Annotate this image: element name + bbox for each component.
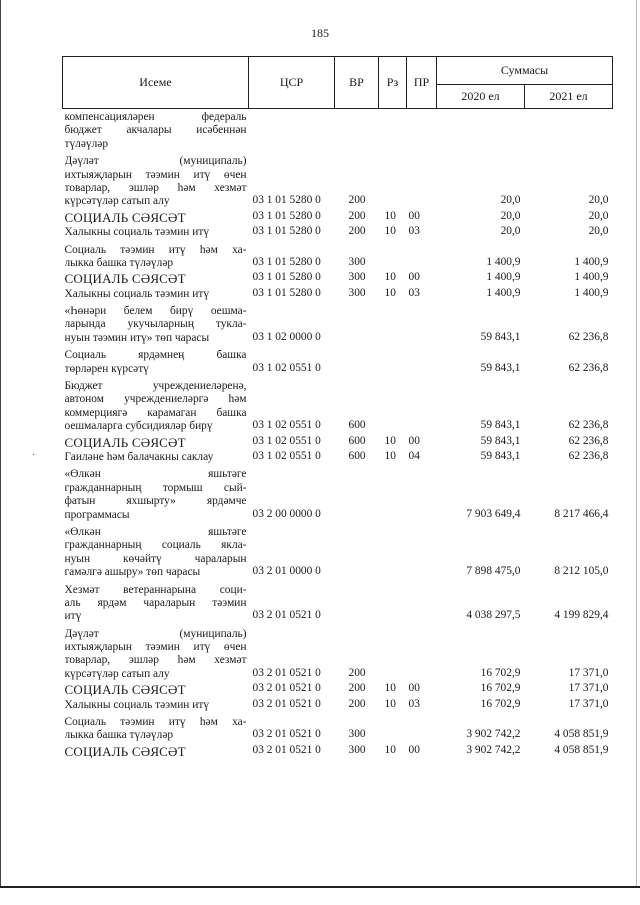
row-name-line: Социаль тәэмин итү һәм ха- [64, 716, 247, 729]
row-rz: 10 [384, 271, 396, 284]
row-sum-2020: 7 898 475,0 [466, 565, 521, 578]
row-vr: 600 [348, 449, 366, 462]
row-vr: 200 [348, 666, 366, 679]
row-rz [379, 376, 407, 434]
row-name [63, 624, 249, 682]
row-sum-2021: 4 058 851,9 [554, 728, 609, 741]
budget-table-container [62, 56, 612, 758]
row-name [63, 681, 249, 696]
row-sum-2021: 17 371,0 [568, 697, 609, 710]
row-name-line: Халыкны социаль тәэмин итү [64, 226, 210, 239]
row-csr: 03 2 01 0000 0 [252, 565, 321, 578]
row-name-line: Дәүләт (муниципаль) [64, 627, 247, 640]
row-name-line: аль ярдәм чараларын тәэмин [64, 596, 247, 609]
row-pr [407, 376, 437, 434]
row-sum-2020: 16 702,9 [480, 666, 521, 679]
row-sum-2021: 17 371,0 [568, 682, 609, 695]
row-name [63, 697, 249, 712]
table-row [63, 345, 613, 376]
row-name-line: «Өлкән яшьтәге [64, 468, 247, 481]
row-name-line: Гаиләне һәм балачакны саклау [64, 450, 214, 463]
row-sum-2020: 59 843,1 [480, 449, 521, 462]
row-rz: 10 [384, 209, 396, 222]
row-name-line: Халыкны социаль тәэмин итү [64, 287, 210, 300]
row-rz [379, 522, 407, 580]
row-vr [335, 345, 379, 376]
row-sum-2020: 1 400,9 [486, 255, 521, 268]
row-pr: 00 [408, 209, 420, 222]
row-pr [407, 522, 437, 580]
row-name [63, 270, 249, 285]
table-row [63, 580, 613, 624]
row-pr: 00 [408, 682, 420, 695]
row-rz [379, 624, 407, 682]
table-row [63, 712, 613, 743]
row-name [63, 109, 249, 152]
page-number: 185 [311, 26, 329, 40]
row-name-line: СОЦИАЛЬ СӘЯСӘТ [64, 683, 186, 697]
row-vr: 200 [348, 225, 366, 238]
row-pr [407, 580, 437, 624]
row-name-line: итү [64, 610, 82, 623]
row-csr: 03 1 02 0551 0 [252, 434, 321, 447]
row-sum-2020: 20,0 [500, 194, 521, 207]
row-name-line: СОЦИАЛЬ СӘЯСӘТ [64, 435, 186, 449]
row-csr: 03 1 02 0551 0 [252, 361, 321, 374]
row-name-line: ихтыяҗларын тәэмин итү өчен [64, 641, 247, 654]
row-csr: 03 1 01 5280 0 [252, 209, 321, 222]
row-csr: 03 2 01 0521 0 [252, 682, 321, 695]
row-name [63, 522, 249, 580]
table-row [63, 624, 613, 682]
row-csr: 03 2 01 0521 0 [252, 728, 321, 741]
row-rz: 10 [384, 286, 396, 299]
row-pr [407, 464, 437, 522]
row-csr: 03 1 01 5280 0 [252, 225, 321, 238]
row-sum-2020: 3 902 742,2 [466, 743, 521, 756]
row-name-line: гражданнарның тормыш сый- [64, 481, 247, 494]
row-sum-2020: 59 843,1 [480, 434, 521, 447]
row-name-line: Бюджет учреждениеләренә, [64, 380, 247, 393]
page-right-edge [636, 0, 637, 886]
row-pr [407, 240, 437, 271]
header-vr: ВР [335, 57, 379, 109]
table-row [63, 301, 613, 345]
row-sum-2021: 1 400,9 [574, 271, 609, 284]
budget-table [62, 56, 613, 758]
row-name-line: гражданнарның социаль якла- [64, 539, 247, 552]
row-name-line: күрсәтүләр сатып алу [64, 667, 170, 680]
row-vr: 600 [348, 419, 366, 432]
table-row [63, 522, 613, 580]
row-name-line: СОЦИАЛЬ СӘЯСӘТ [64, 744, 186, 759]
row-pr: 00 [408, 271, 420, 284]
row-name-line: Социаль ярдәмнең башка [64, 349, 247, 362]
row-pr [407, 624, 437, 682]
row-pr [407, 345, 437, 376]
row-name-line: бюджет акчалары исәбеннән [64, 124, 247, 137]
row-rz: 10 [384, 743, 396, 756]
row-vr: 300 [348, 255, 366, 268]
row-rz: 10 [384, 682, 396, 695]
row-rz [379, 109, 407, 152]
row-name [63, 376, 249, 434]
row-vr: 200 [348, 682, 366, 695]
row-pr [407, 151, 437, 209]
table-row [63, 151, 613, 209]
row-csr: 03 2 01 0521 0 [252, 666, 321, 679]
row-sum-2020: 1 400,9 [486, 271, 521, 284]
row-rz [379, 464, 407, 522]
row-rz [379, 240, 407, 271]
row-vr: 200 [348, 697, 366, 710]
row-name-line: товарлар, эшләр һәм хезмәт [64, 654, 247, 667]
row-sum-2020: 7 903 649,4 [466, 507, 521, 520]
row-name-line: Хезмәт ветераннарына соци- [64, 583, 247, 596]
row-sum-2020: 16 702,9 [480, 697, 521, 710]
row-name-line: автоном учреждениеләргә һәм [64, 393, 247, 406]
header-year-2020: 2020 ел [437, 85, 525, 109]
table-row [63, 681, 613, 696]
page-left-edge [0, 0, 1, 886]
row-name-line: оешмаларга субсидияләр бирү [64, 420, 213, 433]
row-vr: 300 [348, 286, 366, 299]
table-row [63, 209, 613, 224]
row-sum-2021: 62 236,8 [568, 330, 609, 343]
row-name [63, 151, 249, 209]
row-name [63, 712, 249, 743]
row-name-line: түләүләр [64, 137, 109, 150]
row-name [63, 286, 249, 301]
row-sum-2021: 62 236,8 [568, 361, 609, 374]
row-pr: 04 [408, 449, 420, 462]
row-name-line: программасы [64, 508, 130, 521]
row-name [63, 464, 249, 522]
header-rz: Рз [379, 57, 407, 109]
row-sum-2021: 1 400,9 [574, 286, 609, 299]
row-csr: 03 1 01 5280 0 [252, 271, 321, 284]
row-csr: 03 1 02 0551 0 [252, 419, 321, 432]
row-sum-2021: 1 400,9 [574, 255, 609, 268]
row-name-line: Социаль тәэмин итү һәм ха- [64, 243, 247, 256]
row-vr [335, 301, 379, 345]
row-name-line: товарлар, эшләр һәм хезмәт [64, 181, 247, 194]
row-name-line: компенсацияләрен федераль [64, 111, 247, 123]
row-pr [407, 712, 437, 743]
row-name-line: СОЦИАЛЬ СӘЯСӘТ [64, 272, 186, 286]
row-name-line: ларында укучыларның тукла- [64, 318, 247, 331]
row-name-line: нуын көчәйтү чараларын [64, 552, 247, 565]
row-sum-2021: 20,0 [588, 209, 609, 222]
row-name-line: Халыкны социаль тәэмин итү [64, 698, 210, 711]
row-csr: 03 2 01 0521 0 [252, 609, 321, 622]
row-rz [379, 345, 407, 376]
row-sum-2021: 62 236,8 [568, 434, 609, 447]
row-name [63, 224, 249, 239]
row-name-line: төрләрен күрсәтү [64, 362, 149, 375]
row-vr: 200 [348, 194, 366, 207]
table-row [63, 376, 613, 434]
row-rz: 10 [384, 225, 396, 238]
row-rz [379, 301, 407, 345]
row-csr: 03 1 02 0000 0 [252, 330, 321, 343]
row-name-line: лыкка башка түләүләр [64, 729, 174, 742]
row-name [63, 209, 249, 224]
row-name [63, 240, 249, 271]
row-sum-2020: 3 902 742,2 [466, 728, 521, 741]
row-sum-2021: 8 212 105,0 [554, 565, 609, 578]
table-row [63, 240, 613, 271]
row-csr: 03 2 00 0000 0 [252, 507, 321, 520]
row-name-line: нуын тәэмин итү» төп чарасы [64, 331, 210, 344]
row-csr: 03 2 01 0521 0 [252, 697, 321, 710]
row-sum-2021: 4 058 851,9 [554, 743, 609, 756]
table-row [63, 109, 613, 152]
row-name-line: фатын яхшырту» ярдәмче [64, 495, 247, 508]
row-sum-2020: 20,0 [500, 225, 521, 238]
row-sum-2020: 4 038 297,5 [466, 609, 521, 622]
row-name [63, 345, 249, 376]
row-sum-2021: 62 236,8 [568, 449, 609, 462]
row-vr: 600 [348, 434, 366, 447]
row-vr: 300 [348, 743, 366, 756]
row-vr: 300 [348, 728, 366, 741]
row-rz: 10 [384, 697, 396, 710]
row-name [63, 434, 249, 449]
table-header [63, 57, 613, 109]
row-rz [379, 151, 407, 209]
row-name-line: ихтыяҗларын тәэмин итү өчен [64, 168, 247, 181]
row-pr [407, 301, 437, 345]
row-sum-2020: 1 400,9 [486, 286, 521, 299]
row-sum-2020: 59 843,1 [480, 330, 521, 343]
row-sum-2020: 20,0 [500, 209, 521, 222]
row-sum-2021: 20,0 [588, 225, 609, 238]
row-vr [335, 580, 379, 624]
row-vr [335, 464, 379, 522]
row-rz [379, 712, 407, 743]
header-csr: ЦСР [249, 57, 335, 109]
table-row [63, 286, 613, 301]
table-row [63, 464, 613, 522]
row-pr: 00 [408, 743, 420, 756]
table-row [63, 224, 613, 239]
row-rz [379, 580, 407, 624]
row-sum-2020 [437, 109, 525, 152]
table-row [63, 270, 613, 285]
stray-mark: · [32, 450, 36, 461]
row-sum-2020: 59 843,1 [480, 419, 521, 432]
row-vr: 200 [348, 209, 366, 222]
row-sum-2021: 62 236,8 [568, 419, 609, 432]
row-pr: 00 [408, 434, 420, 447]
row-name [63, 580, 249, 624]
header-sums: Суммасы [437, 57, 613, 85]
row-sum-2021: 20,0 [588, 194, 609, 207]
row-csr: 03 1 01 5280 0 [252, 286, 321, 299]
row-name-line: Дәүләт (муниципаль) [64, 155, 247, 168]
row-sum-2021: 17 371,0 [568, 666, 609, 679]
row-csr: 03 1 01 5280 0 [252, 194, 321, 207]
row-csr: 03 1 02 0551 0 [252, 449, 321, 462]
row-name [63, 301, 249, 345]
table-body [63, 109, 613, 759]
row-csr: 03 2 01 0521 0 [252, 743, 321, 756]
row-name-line: «Өлкән яшьтәге [64, 525, 247, 538]
header-name: Исеме [63, 57, 249, 109]
table-row [63, 434, 613, 449]
row-name [63, 449, 249, 464]
row-name-line: коммерциягә карамаган башка [64, 406, 247, 419]
page-bottom-border [0, 886, 640, 888]
header-year-2021: 2021 ел [525, 85, 613, 109]
table-row [63, 697, 613, 712]
row-csr [249, 109, 335, 152]
row-rz: 10 [384, 449, 396, 462]
table-row [63, 449, 613, 464]
row-vr [335, 109, 379, 152]
row-csr: 03 1 01 5280 0 [252, 255, 321, 268]
row-sum-2020: 16 702,9 [480, 682, 521, 695]
row-sum-2020: 59 843,1 [480, 361, 521, 374]
row-name-line: гамәлгә ашыру» төп чарасы [64, 566, 201, 579]
row-sum-2021: 8 217 466,4 [554, 507, 609, 520]
row-name-line: СОЦИАЛЬ СӘЯСӘТ [64, 210, 186, 225]
row-sum-2021: 4 199 829,4 [554, 609, 609, 622]
row-name-line: лыкка башка түләүләр [64, 256, 174, 269]
row-vr [335, 522, 379, 580]
row-rz: 10 [384, 434, 396, 447]
table-row [63, 743, 613, 758]
row-name-line: «Һөнәри белем бирү оешма- [64, 305, 247, 318]
row-pr: 03 [408, 286, 420, 299]
header-pr: ПР [407, 57, 437, 109]
row-pr: 03 [408, 225, 420, 238]
row-pr [407, 109, 437, 152]
row-vr: 300 [348, 271, 366, 284]
row-sum-2021 [525, 109, 613, 152]
row-name [63, 743, 249, 758]
row-name-line: күрсәтүләр сатып алу [64, 195, 170, 208]
row-pr: 03 [408, 697, 420, 710]
